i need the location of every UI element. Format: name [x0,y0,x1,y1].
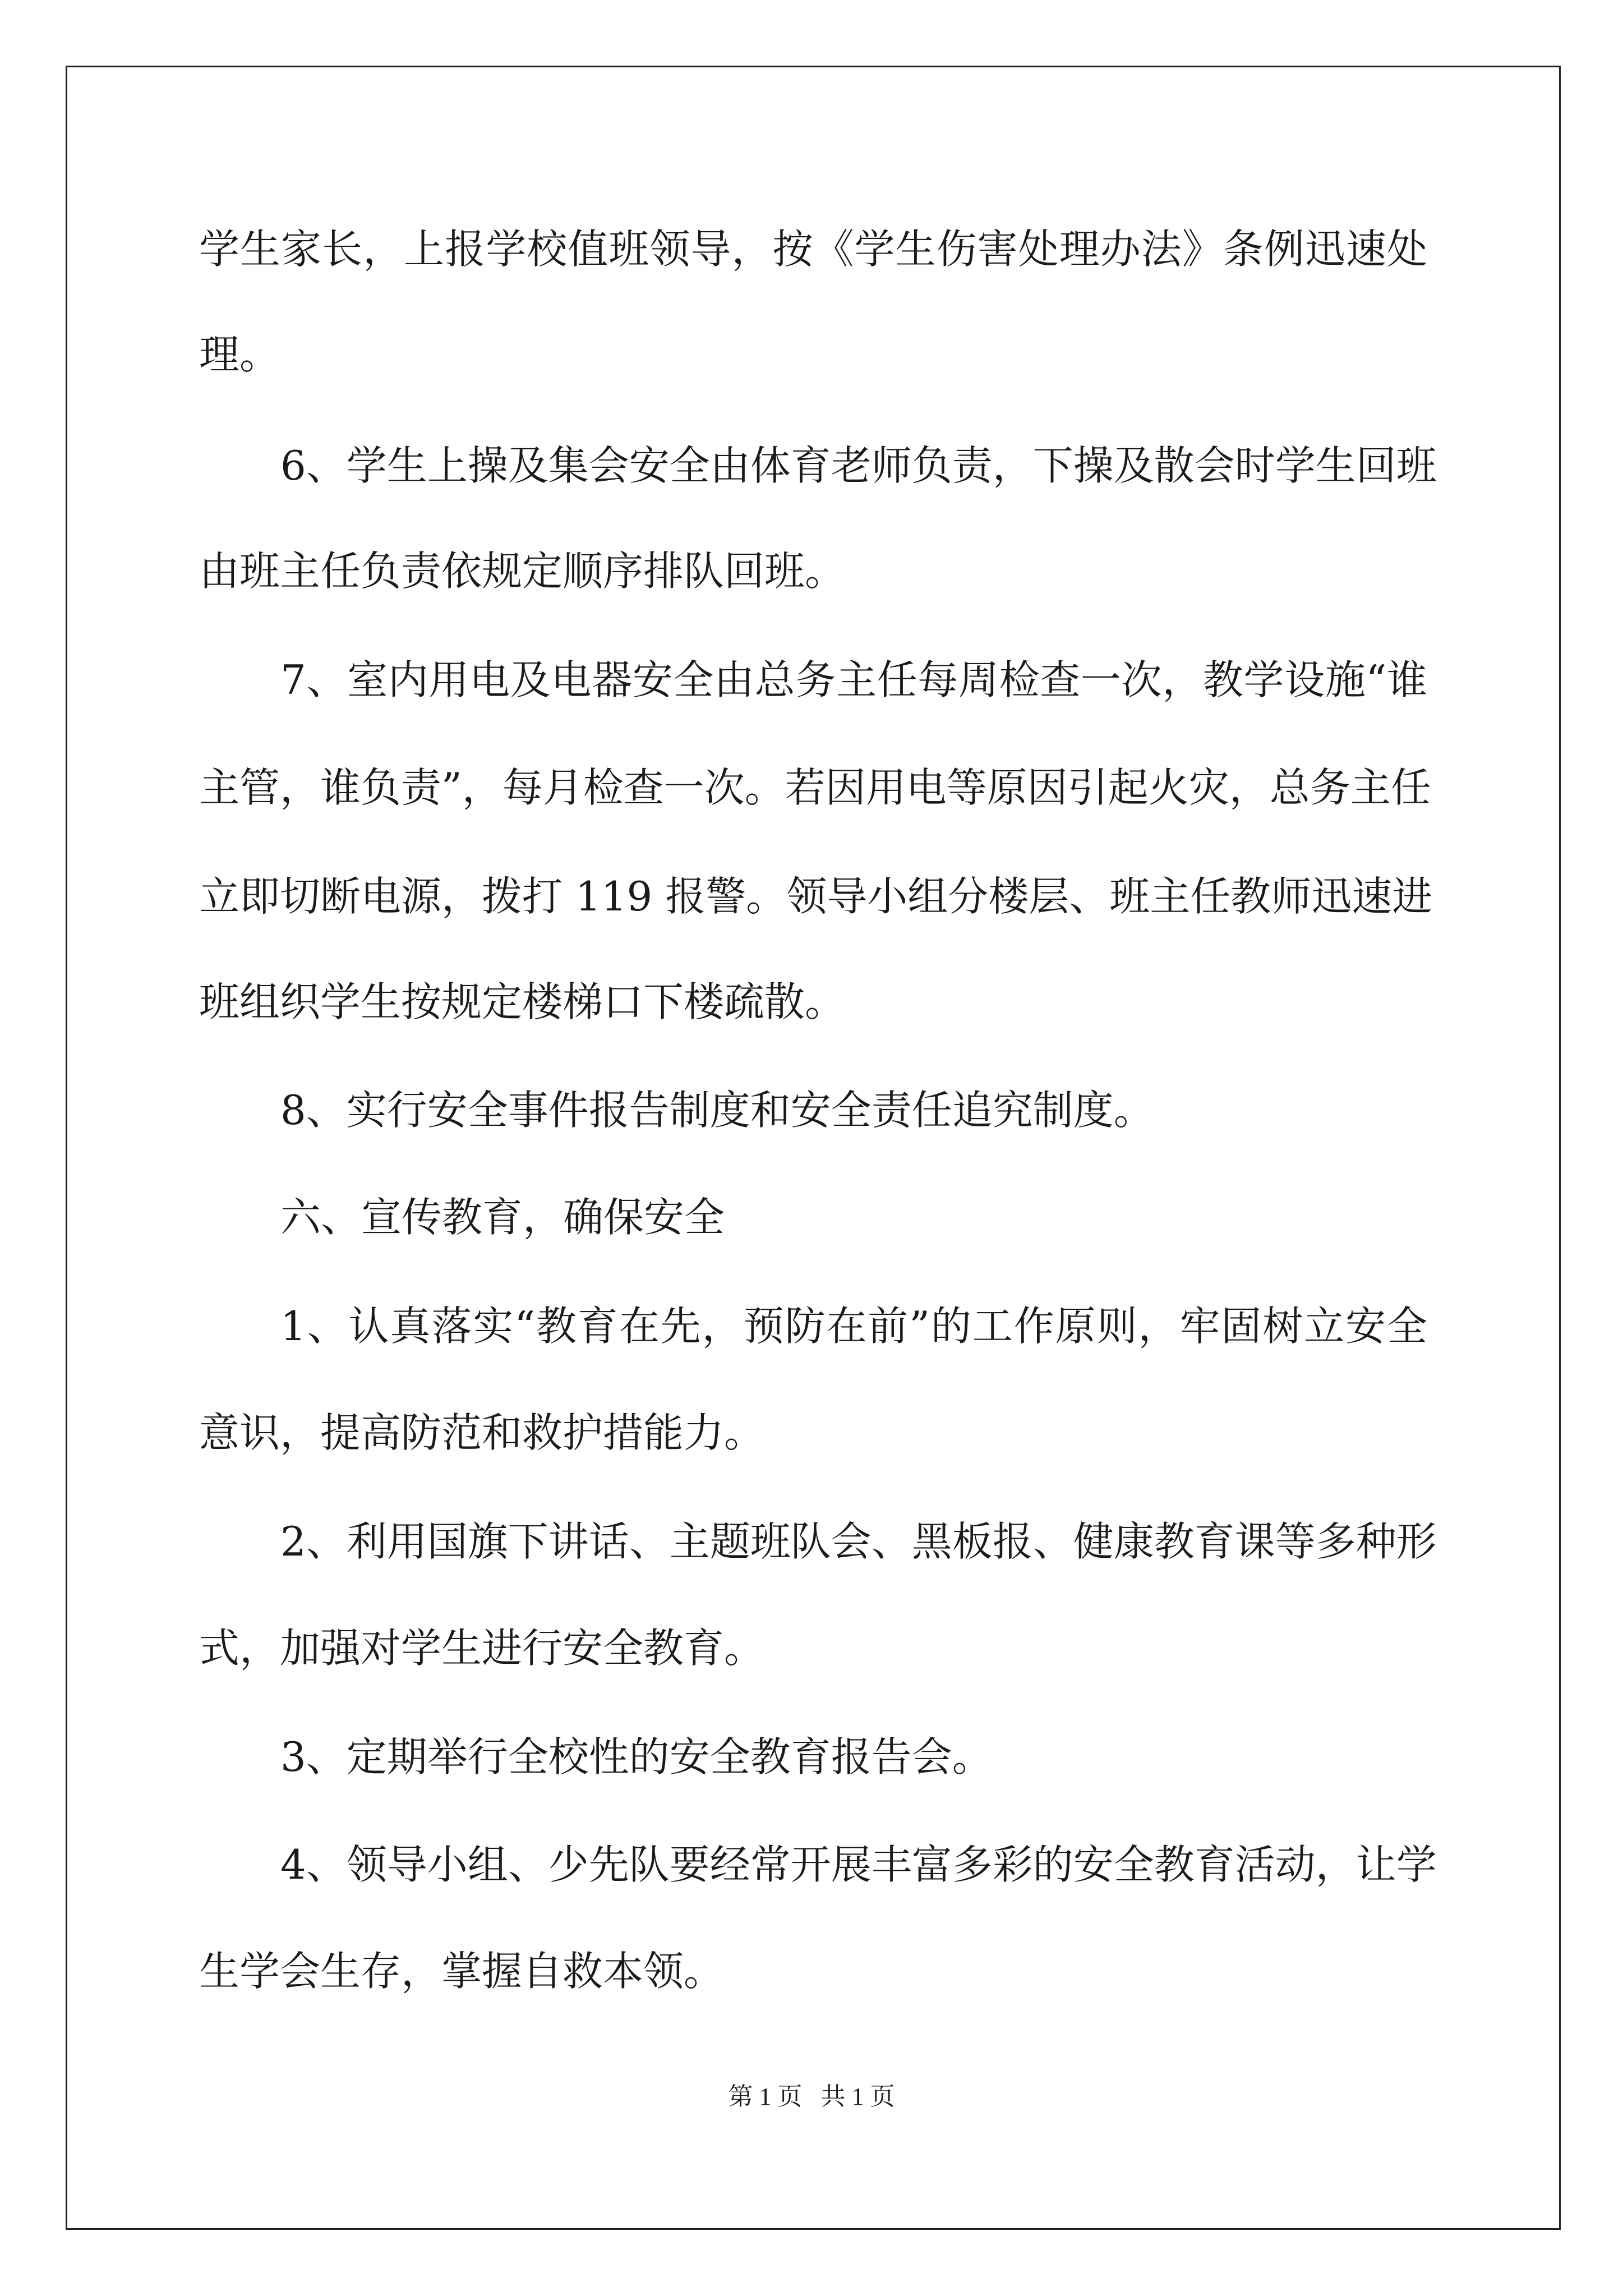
text-line-16: 4、领导小组、少先队要经常开展丰富多彩的安全教育活动，让学 [280,1841,1437,1888]
text-line-8: 班组织学生按规定楼梯口下楼疏散。 [199,978,846,1025]
text-line-11: 1、认真落实“教育在先，预防在前”的工作原则，牢固树立安全 [280,1303,1427,1350]
section-heading: 六、宣传教育，确保安全 [280,1194,725,1241]
text-line-13: 2、利用国旗下讲话、主题班队会、黑板报、健康教育课等多种形 [280,1518,1437,1565]
text-line-3: 6、学生上操及集会安全由体育老师负责，下操及散会时学生回班 [280,442,1437,489]
text-line-4: 由班主任负责依规定顺序排队回班。 [199,547,846,595]
text-line-2: 理。 [199,331,280,378]
text-line-9: 8、实行安全事件报告制度和安全责任追究制度。 [280,1087,1154,1134]
text-line-1: 学生家长，上报学校值班领导，按《学生伤害处理办法》条例迅速处 [199,226,1427,273]
text-line-17: 生学会生存，掌握自救本领。 [199,1948,725,1995]
text-line-14: 式，加强对学生进行安全教育。 [199,1625,765,1672]
page-border [66,66,1561,2230]
text-line-7: 立即切断电源，拨打 119 报警。领导小组分楼层、班主任教师迅速进 [199,873,1433,920]
text-line-12: 意识，提高防范和救护措能力。 [199,1409,765,1456]
text-line-5: 7、室内用电及电器安全由总务主任每周检查一次，教学设施“谁 [280,656,1427,703]
page-number-footer: 第 1 页 共 1 页 [728,2083,895,2110]
text-line-15: 3、定期举行全校性的安全教育报告会。 [280,1733,993,1780]
text-line-6: 主管，谁负责”，每月检查一次。若因用电等原因引起火灾，总务主任 [199,764,1431,811]
